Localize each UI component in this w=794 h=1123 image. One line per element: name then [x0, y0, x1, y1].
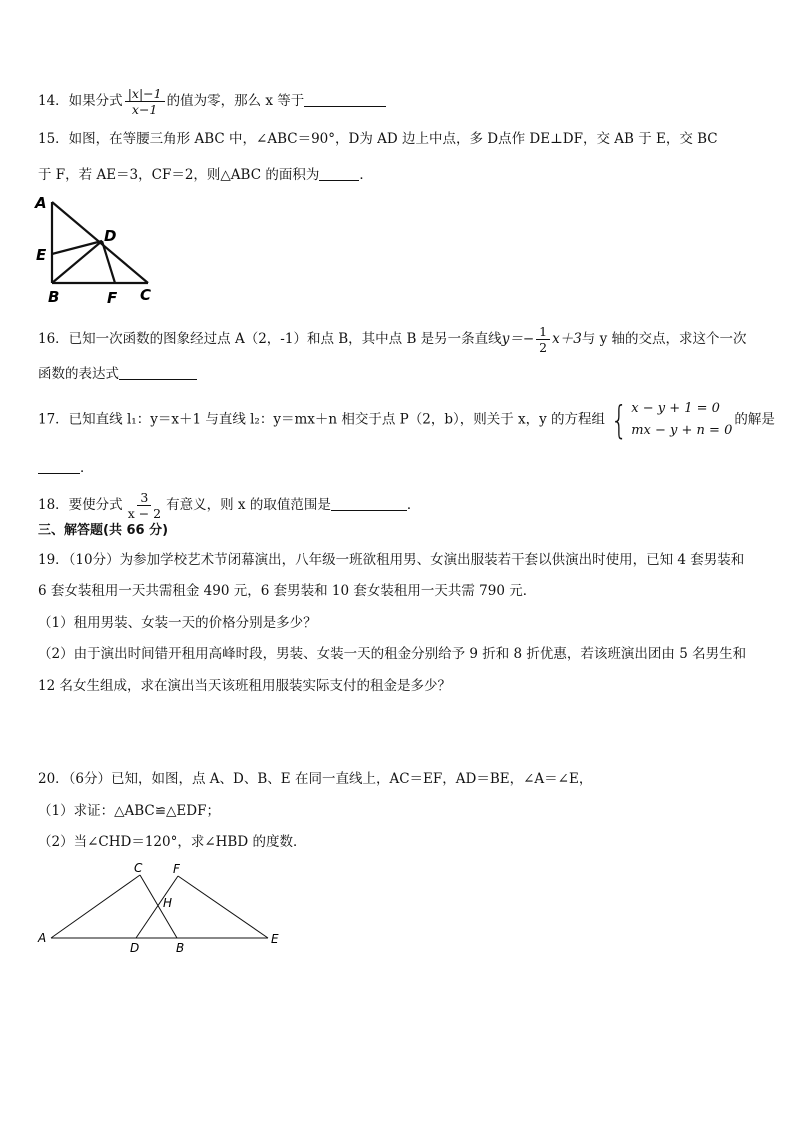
q16-line2: 函数的表达式 [38, 366, 119, 382]
question-16-line1 [38, 324, 747, 355]
question-17-line1 [38, 398, 775, 442]
q17-prefix: 17．已知直线 l₁：y＝x＋1 与直线 l₂：y＝mx＋n 相交于点 P（2，b），则关于 x，y 的方程组 [38, 411, 606, 428]
question-20-line1: 20．（6分）已知，如图，点 A、D、B、E 在同一直线上，AC＝EF，AD＝BE，∠A＝∠E， [38, 771, 593, 787]
q17-eq1: x − y + 1 = 0 [631, 401, 720, 416]
q20-label-e: E [271, 932, 279, 946]
q18-answer-blank[interactable] [331, 496, 407, 511]
q15-line2-suffix: ． [359, 167, 373, 183]
q18-end: ． [406, 497, 421, 513]
q18-frac-num: 3 [137, 490, 151, 506]
question-20-part1: （1）求证：△ABC≌△EDF； [38, 803, 220, 819]
question-19-line2: 6 套女装租用一天共需租金 490 元，6 套男装和 10 套女装租用一天共需 790 元． [38, 583, 537, 599]
q14-answer-blank[interactable] [304, 92, 386, 107]
question-15-line1: 15．如图，在等腰三角形 ABC 中，∠ABC＝90°，D为 AD 边上中点，多 D点作 DE⊥DF，交 AB 于 E，交 BC [38, 131, 718, 147]
q18-prefix: 18．要使分式 [38, 497, 123, 513]
q20-label-f: F [173, 862, 180, 876]
question-19-part2-line1: （2）由于演出时间错开租用高峰时段，男装、女装一天的租金分别给予 9 折和 8 折优惠，若该班演出团由 5 名男生和 [38, 646, 747, 662]
q15-label-b: B [48, 288, 60, 306]
q20-label-a: A [38, 931, 47, 945]
q15-label-d: D [104, 227, 117, 245]
q20-label-h: H [163, 896, 173, 910]
q14-fraction [125, 86, 165, 117]
q16-eq-rhs: x＋3 [552, 331, 582, 347]
question-19-part1: （1）租用男装、女装一天的价格分别是多少？ [38, 615, 317, 631]
q18-fraction [125, 490, 164, 521]
q15-label-f: F [107, 289, 118, 306]
question-18 [38, 490, 420, 521]
q17-line2-suffix: ． [80, 460, 94, 476]
q15-line2-prefix: 于 F，若 AE＝3，CF＝2，则△ABC 的面积为 [38, 167, 320, 183]
question-14 [38, 86, 386, 117]
q20-triangles-figure [32, 858, 292, 958]
q20-label-c: C [134, 861, 143, 875]
q16-answer-blank[interactable] [119, 365, 197, 380]
q14-prefix: 14．如果分式 [38, 93, 123, 109]
q17-suffix: 的解是 [734, 411, 775, 428]
q14-suffix: 的值为零，那么 x 等于 [166, 93, 305, 109]
question-19-part2-line2: 12 名女生组成，求在演出当天该班租用服装实际支付的租金是多少？ [38, 678, 451, 694]
q14-frac-num: |x|−1 [125, 86, 165, 102]
q18-frac-den: x − 2 [127, 506, 162, 521]
q20-label-d: D [130, 941, 140, 955]
q14-frac-den: x−1 [131, 102, 158, 117]
question-20-part2: （2）当∠CHD＝120°，求∠HBD 的度数． [38, 834, 307, 850]
q17-brace: { [610, 398, 628, 442]
section-3-title: 三、解答题(共 66 分) [38, 523, 169, 538]
q17-eq2: mx − y + n = 0 [631, 423, 733, 438]
q18-suffix: 有意义，则 x 的取值范围是 [166, 497, 331, 513]
q15-label-c: C [140, 286, 152, 304]
q17-equation-system [607, 398, 732, 442]
q16-fraction [536, 324, 550, 355]
question-17-line2 [38, 458, 94, 478]
q16-eq-lhs: y＝− [501, 331, 535, 347]
q15-label-e: E [36, 246, 47, 264]
q20-label-b: B [176, 941, 185, 955]
q15-answer-blank[interactable] [319, 166, 359, 181]
q15-triangle-figure [34, 194, 158, 306]
q16-suffix: 与 y 轴的交点，求这个一次 [581, 331, 747, 347]
question-15-line2 [38, 165, 373, 185]
q16-frac-num: 1 [536, 324, 550, 340]
question-19-line1: 19．（10分）为参加学校艺术节闭幕演出，八年级一班欲租用男、女演出服装若干套以供演出时使用，已知 4 套男装和 [38, 552, 745, 568]
q16-prefix: 16．已知一次函数的图象经过点 A（2，-1）和点 B，其中点 B 是另一条直线 [38, 331, 502, 347]
question-16-line2 [38, 364, 197, 384]
q16-frac-den: 2 [539, 340, 548, 355]
q17-answer-blank[interactable] [38, 459, 80, 474]
q15-label-a: A [35, 194, 47, 212]
